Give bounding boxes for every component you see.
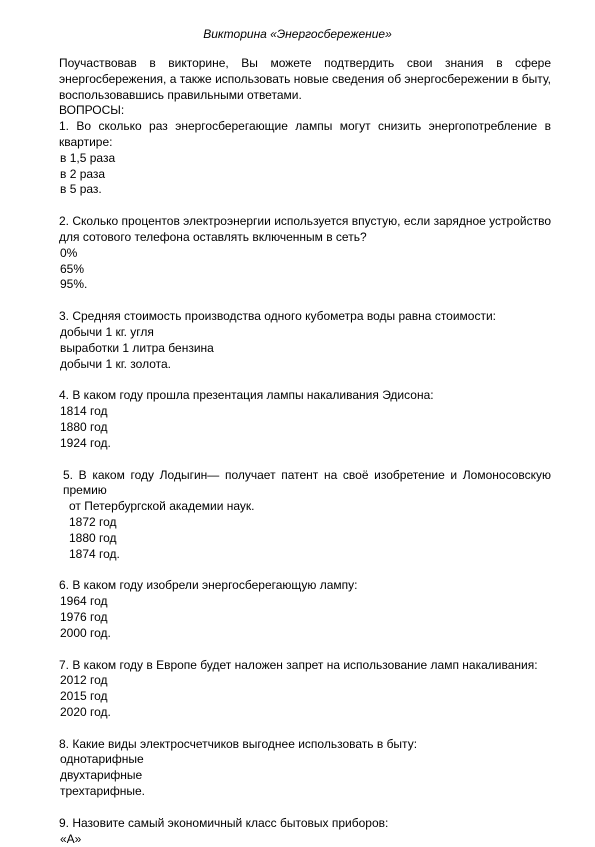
questions-heading: ВОПРОСЫ:: [59, 103, 125, 118]
intro-paragraph: Поучаствовав в викторине, Вы можете подтвердить свои знания в сфере энергосбережения, а также использовать новые сведения об энергосбережении в быту, воспользовавшись правильными ответами.: [59, 56, 551, 102]
answer-option: 2015 год: [60, 689, 108, 704]
answer-option: однотарифные: [60, 752, 144, 767]
question-7: [59, 658, 551, 721]
answer-option: выработки 1 литра бензина: [60, 340, 214, 355]
question-8: [59, 737, 551, 800]
answer-option: 1880 год: [60, 419, 108, 434]
answer-option: 1964 год: [60, 594, 108, 609]
question-text: 2. Сколько процентов электроэнергии используется впустую, если зарядное устройство для сотового телефона оставлять включенным в сеть?: [59, 214, 551, 244]
answer-list: [59, 246, 551, 293]
question-4: [59, 388, 551, 451]
answer-list: [59, 594, 551, 641]
answer-option: 0%: [60, 245, 78, 260]
question-text: 8. Какие виды электросчетчиков выгоднее использовать в быту:: [59, 736, 418, 751]
question-text: 6. В каком году изобрели энергосберегающую лампу:: [59, 578, 358, 593]
question-5: [59, 468, 551, 563]
document-title: Викторина «Энергосбережение»: [203, 27, 392, 41]
answer-list: [59, 404, 551, 451]
answer-option: двухтарифные: [60, 768, 143, 783]
answer-option: 1874 год.: [69, 546, 120, 561]
question-text: 7. В каком году в Европе будет наложен запрет на использование ламп накаливания:: [59, 657, 538, 672]
document-content: [59, 56, 551, 847]
answer-option: 1880 год: [69, 530, 117, 545]
question-continuation: от Петербургской академии наук.: [69, 499, 255, 514]
answer-option: 2000 год.: [60, 625, 111, 640]
question-text: 5. В каком году Лодыгин— получает патент на своё изобретение и Ломоносовскую премию: [63, 467, 551, 498]
answer-option: в 5 раз.: [60, 182, 102, 197]
answer-option: 1924 год.: [60, 435, 111, 450]
answer-list: [59, 515, 551, 562]
answer-option: «А»: [60, 831, 82, 846]
question-6: [59, 578, 551, 641]
answer-option: 2012 год: [60, 673, 108, 688]
answer-option: 65%: [60, 261, 85, 276]
answer-option: 1814 год: [60, 404, 108, 419]
question-text: 4. В каком году прошла презентация лампы накаливания Эдисона:: [59, 388, 434, 403]
answer-option: в 2 раза: [60, 166, 106, 181]
question-9: [59, 816, 551, 847]
answer-option: 1872 год: [69, 514, 117, 529]
answer-option: добычи 1 кг. угля: [60, 324, 154, 339]
answer-list: [59, 325, 551, 372]
answer-list: [59, 752, 551, 799]
question-3: [59, 309, 551, 372]
answer-option: 2020 год.: [60, 704, 111, 719]
question-text: 9. Назовите самый экономичный класс бытовых приборов:: [59, 815, 389, 830]
answer-option: 95%.: [60, 277, 88, 292]
answer-list: [59, 673, 551, 720]
question-1: [59, 119, 551, 198]
question-2: [59, 214, 551, 293]
question-text: 1. Во сколько раз энергосберегающие лампы могут снизить энергопотребление в квартире:: [59, 119, 551, 149]
answer-option: трехтарифные.: [60, 784, 145, 799]
answer-option: в 1,5 раза: [60, 150, 116, 165]
answer-option: добычи 1 кг. золота.: [60, 356, 171, 371]
answer-option: 1976 год: [60, 609, 108, 624]
answer-list: [59, 832, 551, 847]
answer-list: [59, 151, 551, 198]
question-text: 3. Средняя стоимость производства одного кубометра воды равна стоимости:: [59, 309, 497, 324]
